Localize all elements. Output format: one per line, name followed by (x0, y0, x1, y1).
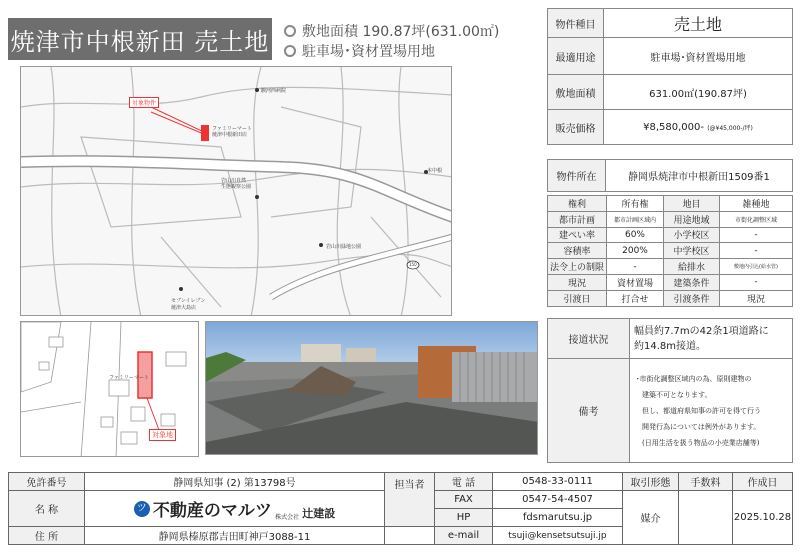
grid-cell: 用途地域 (664, 211, 720, 227)
access-remarks-table (547, 318, 793, 463)
license-label: 免許番号 (9, 473, 85, 491)
remarks-line: (日用生活を扱う物品の小売業店舗等) (642, 438, 760, 447)
map-label-park-2: 生態観察公園 (221, 184, 252, 190)
grid-row (548, 274, 793, 290)
company-sub: 株式会社 (275, 514, 300, 521)
map-label-motonakane: 本中根 (427, 168, 443, 174)
grid-row (548, 227, 793, 243)
bullet-use (284, 41, 435, 61)
access-line: 約14.8m接道。 (634, 340, 707, 352)
area-map[interactable] (20, 66, 452, 316)
remarks-line: ･市街化調整区域内の為、原則建物の (636, 374, 752, 383)
grid-cell: 権利 (548, 196, 607, 212)
use-label: 最適用途 (548, 38, 604, 75)
footer-table (8, 472, 793, 545)
grid-cell: 雑種地 (720, 196, 793, 212)
fee-label: 手数料 (679, 473, 733, 491)
remarks-line: 開発行為については例外があります。 (642, 422, 761, 431)
fax-value: 0547-54-4507 (493, 491, 623, 509)
spec-table (547, 8, 793, 145)
price-cell (604, 110, 793, 145)
circle-bullet-icon (284, 45, 296, 57)
company-logo-text: 不動産のマルツ (152, 501, 272, 521)
grid-cell: - (720, 227, 793, 243)
area-map-roads (21, 67, 452, 316)
detail-target-label: 対象地 (149, 429, 176, 441)
use-text: 駐車場･資材置場用地 (302, 44, 435, 60)
grid-cell: 200% (607, 243, 664, 259)
site-photo (205, 321, 538, 455)
address-value: 静岡県榛原郡吉田町神戸3088-11 (85, 527, 385, 545)
grid-row (548, 290, 793, 306)
area-label: 敷地面積 (548, 75, 604, 110)
grid-cell: 所有権 (607, 196, 664, 212)
price-note: (@¥45,000-/坪) (707, 124, 753, 132)
grid-cell: 都市計画 (548, 211, 607, 227)
grid-row (548, 211, 793, 227)
site-photo-illustration (206, 322, 538, 455)
company-logo (85, 491, 385, 527)
remarks-value (630, 359, 793, 463)
address-label: 住 所 (9, 527, 85, 545)
grid-cell: 引渡日 (548, 290, 607, 306)
tel-value: 0548-33-0111 (493, 473, 623, 491)
grid-cell: - (720, 243, 793, 259)
map-label-seven: セブンイレブン (171, 298, 206, 304)
grid-cell: 建築条件 (664, 274, 720, 290)
detail-map[interactable] (20, 321, 199, 457)
grid-cell: - (607, 259, 664, 275)
target-marker (201, 125, 209, 141)
grid-row (548, 196, 793, 212)
use-value: 駐車場･資材置場用地 (604, 38, 793, 75)
map-label-seven-store: 焼津大島店 (171, 305, 197, 311)
price-value: ¥8,580,000- (643, 121, 704, 133)
grid-cell: 中学校区 (664, 243, 720, 259)
property-grid (547, 195, 793, 307)
mail-label: e-mail (435, 527, 493, 545)
target-callout: 対象物件 (129, 97, 159, 108)
fee-value (679, 491, 733, 545)
grid-cell: 市街化調整区域 (720, 211, 793, 227)
area-value: 631.00㎡(190.87坪) (604, 75, 793, 110)
deal-label: 取引形態 (623, 473, 679, 491)
grid-cell: 打合せ (607, 290, 664, 306)
location-label: 物件所在 (548, 160, 606, 192)
hp-label: HP (435, 509, 493, 527)
hp-value[interactable]: fdsmarutsu.jp (493, 509, 623, 527)
person-label: 担当者 (385, 473, 435, 527)
location-table (547, 159, 793, 192)
type-value: 売土地 (604, 9, 793, 38)
license-value: 静岡県知事 (2) 第13798号 (85, 473, 385, 491)
grid-cell: 引渡条件 (664, 290, 720, 306)
fax-label: FAX (435, 491, 493, 509)
bullet-site-area (284, 21, 499, 41)
mail-value[interactable]: tsuji@kensetsutsuji.jp (493, 527, 623, 545)
grid-cell: 小学校区 (664, 227, 720, 243)
remarks-label: 備考 (548, 359, 630, 463)
date-value: 2025.10.28 (733, 491, 793, 545)
map-label-park: 岩山川自然 (221, 178, 247, 184)
grid-cell: 都市計画区域内 (607, 211, 664, 227)
name-label: 名 称 (9, 491, 85, 527)
grid-cell: 地目 (664, 196, 720, 212)
grid-cell: 法令上の制限 (548, 259, 607, 275)
grid-row (548, 259, 793, 275)
date-label: 作成日 (733, 473, 793, 491)
map-label-hospital: 駿河西病院 (261, 88, 287, 94)
map-label-familymart: ファミリーマート (212, 126, 252, 132)
type-label: 物件種目 (548, 9, 604, 38)
tel-label: 電 話 (435, 473, 493, 491)
company-name: 辻建設 (302, 507, 336, 520)
map-label-route: 150 (409, 262, 417, 267)
grid-cell: 敷地内引込(給水管) (720, 259, 793, 275)
access-line: 幅員約7.7mの42条1項道路に (634, 325, 769, 337)
grid-cell: 現況 (548, 274, 607, 290)
remarks-line: 但し、都道府県知事の許可を得て行う (642, 406, 761, 415)
map-label-ganyama-park: 岩山川緑地公園 (326, 244, 362, 250)
circle-bullet-icon (284, 25, 296, 37)
page-title: 焼津市中根新田 売土地 (8, 18, 272, 60)
location-value: 静岡県焼津市中根新田1509番1 (606, 160, 793, 192)
access-label: 接道状況 (548, 319, 630, 359)
remarks-line: 建築不可となります。 (642, 390, 712, 399)
grid-cell: 現況 (720, 290, 793, 306)
grid-cell: 建ぺい率 (548, 227, 607, 243)
grid-cell: - (720, 274, 793, 290)
grid-row (548, 243, 793, 259)
grid-cell: 給排水 (664, 259, 720, 275)
site-area-text: 敷地面積 190.87坪(631.00㎡) (302, 24, 500, 40)
deal-value: 媒介 (623, 491, 679, 545)
map-label-familymart-store: 焼津中根新田店 (212, 132, 248, 138)
grid-cell: 容積率 (548, 243, 607, 259)
price-label: 販売価格 (548, 110, 604, 145)
detail-label-shop: ファミリーマート (109, 375, 149, 381)
maru-tsu-logo-icon: ツ (134, 501, 150, 517)
grid-cell: 資材置場 (607, 274, 664, 290)
access-value (630, 319, 793, 359)
grid-cell: 60% (607, 227, 664, 243)
person-value (385, 527, 435, 545)
